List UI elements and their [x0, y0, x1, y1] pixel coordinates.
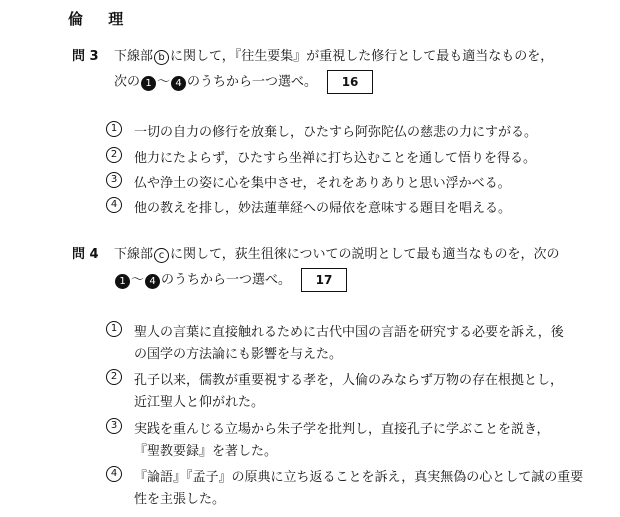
- q4-option-number: 3: [106, 418, 122, 434]
- q4-option-line2: の国学の方法論にも影響を与えた。: [134, 347, 343, 362]
- q3-stem-line2: [114, 70, 373, 94]
- q3-option-number: 2: [106, 147, 122, 163]
- q4-stem-post: に関して，荻生徂徠についての説明として最も適当なものを，次の: [170, 247, 560, 262]
- q4-ref-mark: c: [154, 248, 169, 263]
- q4-stem-pre: 下線部: [114, 247, 154, 262]
- q4-label: 問 4: [72, 247, 99, 262]
- q4-answer-box[interactable]: 17: [301, 268, 347, 292]
- q3-stem-post: に関して，『往生要集』が重視した修行として最も適当なものを，: [170, 49, 554, 64]
- q4-option-number: 2: [106, 369, 122, 385]
- q3-option-text: 他力にたよらず，ひたすら坐禅に打ち込むことを通して悟りを得る。: [134, 151, 536, 166]
- q4-range-start: 1: [115, 274, 130, 289]
- q3-stem-line1: [114, 45, 553, 65]
- q3-line2-pre: 次の: [114, 74, 141, 90]
- q4-range-tilde: 〜: [131, 272, 145, 288]
- q3-range-start: 1: [141, 76, 156, 91]
- q4-option-line1: 実践を重んじる立場から朱子学を批判し，直接孔子に学ぶことを説き，: [134, 422, 550, 437]
- q3-ref-mark: b: [154, 50, 169, 65]
- q4-option-number: 4: [106, 466, 122, 482]
- q4-option-line1: 『論語』『孟子』の原典に立ち返ることを訴え，真実無偽の心として誠の重要: [134, 470, 584, 485]
- q4-option-line2: 性を主張した。: [134, 492, 226, 507]
- q4-option-line1: 孔子以来，儒教が重要視する孝を，人倫のみならず万物の存在根拠とし，: [134, 373, 564, 388]
- q3-label: 問 3: [72, 49, 99, 64]
- q4-option-number: 1: [106, 321, 122, 337]
- q3-option-number: 3: [106, 172, 122, 188]
- q4-range-end: 4: [145, 274, 160, 289]
- q3-line2-post: のうちから一つ選べ。: [187, 74, 318, 90]
- q3-option-text: 他の教えを排し，妙法蓮華経への帰依を意味する題目を唱える。: [134, 201, 512, 216]
- q4-option-line1: 聖人の言葉に直接触れるために古代中国の言語を研究する必要を訴え，後: [134, 325, 564, 340]
- q3-range-end: 4: [171, 76, 186, 91]
- q3-option-number: 1: [106, 121, 122, 137]
- q3-option-number: 4: [106, 197, 122, 213]
- q4-stem-line2: [114, 268, 347, 292]
- q3-option-text: 一切の自力の修行を放棄し，ひたすら阿弥陀仏の慈悲の力にすがる。: [134, 125, 538, 140]
- q3-stem-pre: 下線部: [114, 49, 154, 64]
- q3-answer-box[interactable]: 16: [327, 70, 373, 94]
- q4-line2-post: のうちから一つ選べ。: [161, 272, 292, 288]
- q3-option-text: 仏や浄土の姿に心を集中させ，それをありありと思い浮かべる。: [134, 176, 511, 191]
- q4-option-line2: 近江聖人と仰がれた。: [134, 395, 265, 410]
- q3-range-tilde: 〜: [157, 74, 171, 90]
- q4-option-line2: 『聖教要録』を著した。: [134, 444, 278, 459]
- q4-stem-line1: [114, 243, 560, 263]
- subject-heading: 倫 理: [68, 10, 134, 28]
